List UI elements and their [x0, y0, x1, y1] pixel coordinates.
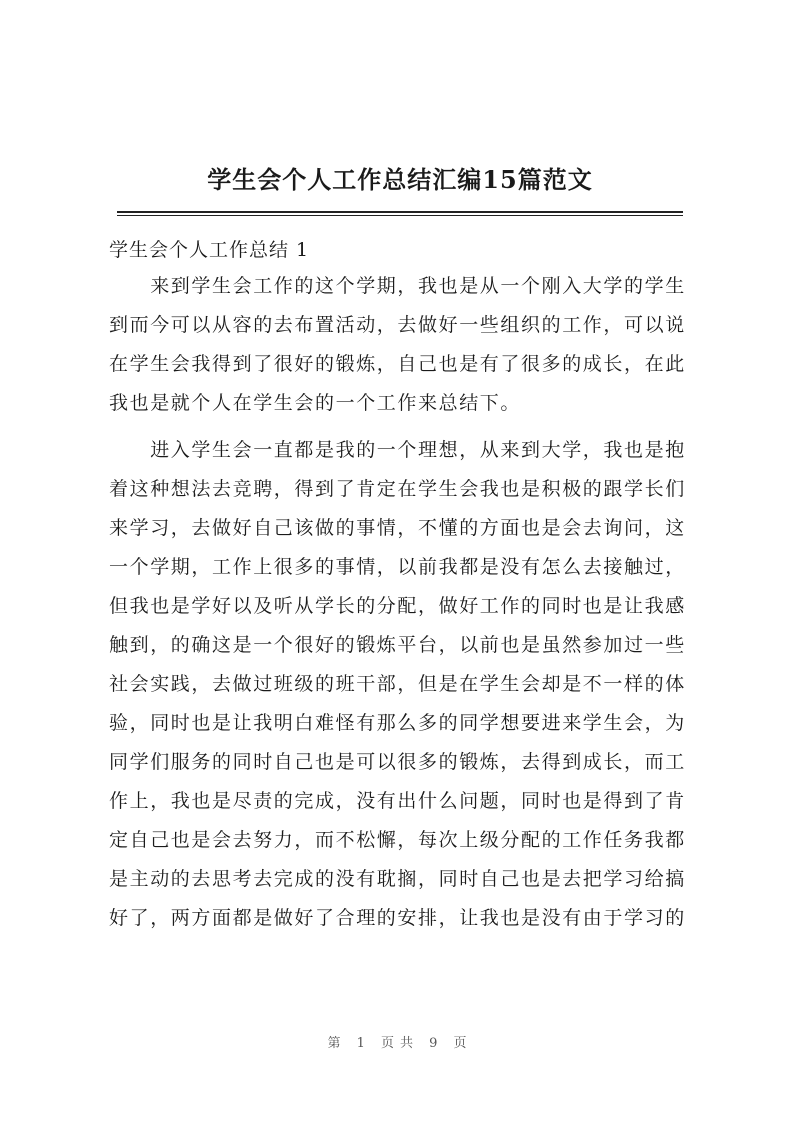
page-number-footer: 第 1 页共 9 页	[327, 1036, 473, 1051]
document-title: 学生会个人工作总结汇编15篇范文	[207, 165, 593, 194]
paragraph-line: 触到，的确这是一个很好的锻炼平台，以前也是虽然参加过一些	[109, 634, 686, 656]
paragraph-line: 在学生会我得到了很好的锻炼，自己也是有了很多的成长，在此	[109, 353, 686, 375]
paragraph-line: 作上，我也是尽责的完成，没有出什么问题，同时也是得到了肯	[109, 790, 686, 812]
paragraph-line: 是主动的去思考去完成的没有耽搁，同时自己也是去把学习给搞	[109, 868, 686, 890]
document-body	[109, 232, 709, 939]
paragraph-spacer	[109, 424, 709, 432]
paragraph-line: 着这种想法去竞聘，得到了肯定在学生会我也是积极的跟学长们	[109, 478, 686, 500]
paragraph-line: 社会实践，去做过班级的班干部，但是在学生会却是不一样的体	[109, 673, 686, 695]
title-rule-thick	[117, 211, 683, 213]
paragraph-1	[109, 268, 709, 421]
paragraph-line: 来学习，去做好自己该做的事情，不懂的方面也是会去询问，这	[109, 517, 686, 539]
section-heading: 学生会个人工作总结 1	[109, 239, 310, 261]
paragraph-line: 定自己也是会去努力，而不松懈，每次上级分配的工作任务我都	[109, 829, 686, 851]
paragraph-line: 进入学生会一直都是我的一个理想，从来到大学，我也是抱	[109, 439, 686, 461]
paragraph-line: 我也是就个人在学生会的一个工作来总结下。	[109, 392, 522, 414]
paragraph-line: 验，同时也是让我明白难怪有那么多的同学想要进来学生会，为	[109, 712, 686, 734]
paragraph-line: 一个学期，工作上很多的事情，以前我都是没有怎么去接触过，	[109, 556, 686, 578]
paragraph-2	[109, 432, 709, 936]
paragraph-line: 同学们服务的同时自己也是可以很多的锻炼，去得到成长，而工	[109, 751, 686, 773]
paragraph-line: 好了，两方面都是做好了合理的安排，让我也是没有由于学习的	[109, 907, 686, 929]
paragraph-line: 到而今可以从容的去布置活动，去做好一些组织的工作，可以说	[109, 314, 686, 336]
paragraph-line: 来到学生会工作的这个学期，我也是从一个刚入大学的学生	[109, 275, 686, 297]
title-rule-thin	[117, 215, 683, 216]
paragraph-line: 但我也是学好以及听从学长的分配，做好工作的同时也是让我感	[109, 595, 686, 617]
